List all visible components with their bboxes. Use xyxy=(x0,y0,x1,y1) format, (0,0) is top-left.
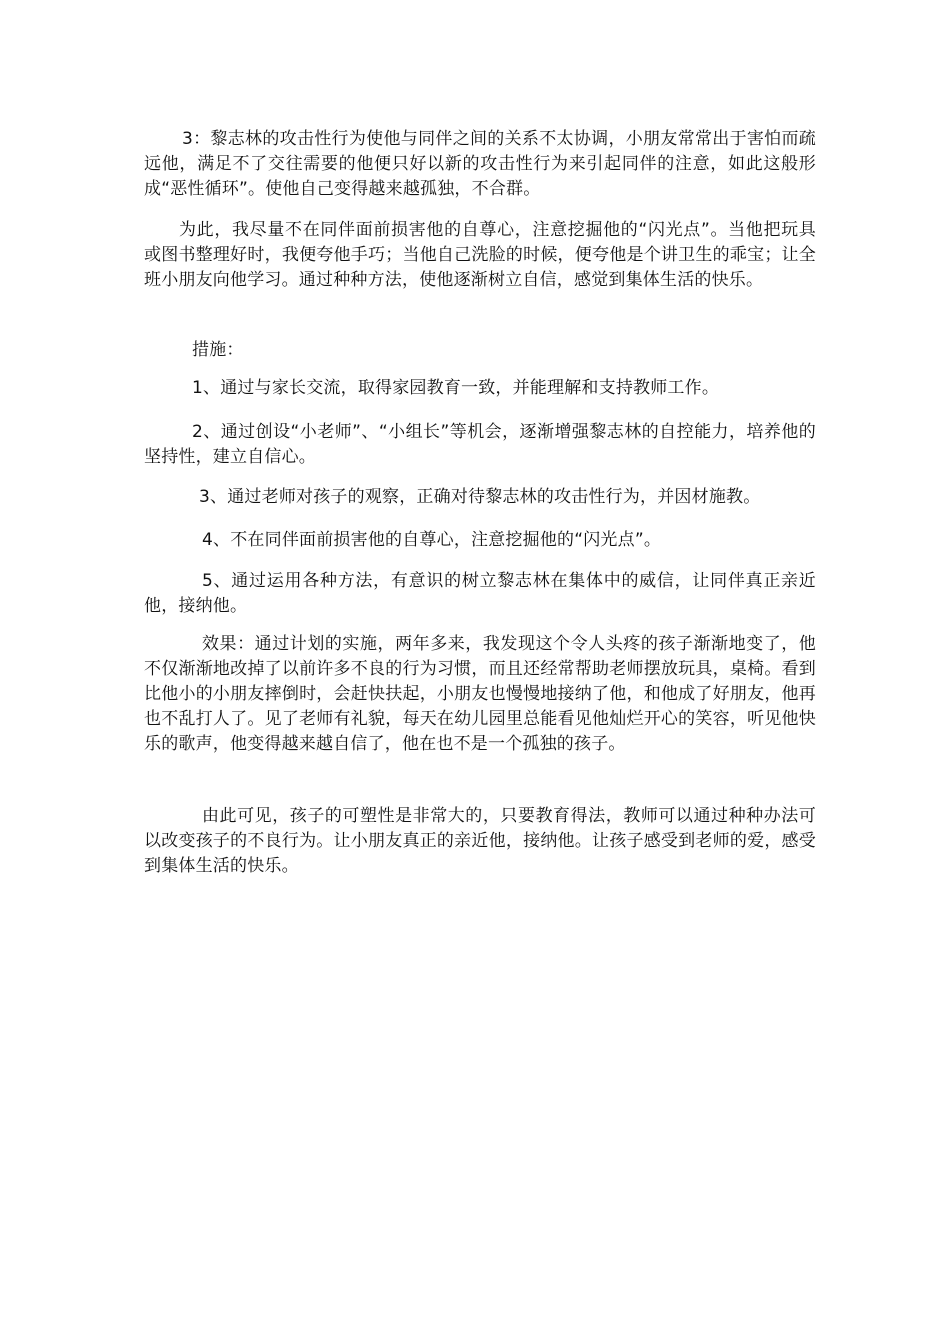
measure-item-2: 2、通过创设“小老师”、“小组长”等机会，逐渐增强黎志林的自控能力，培养他的坚持性，建立自信心。 xyxy=(144,422,816,467)
measures-heading: 措施： xyxy=(192,340,244,360)
results-paragraph: 效果：通过计划的实施，两年多来，我发现这个令人头疼的孩子渐渐地变了，他不仅渐渐地改掉了以前许多不良的行为习惯，而且还经常帮助老师摆放玩具，桌椅。看到比他小的小朋友摔倒时，会赶快扶起，小朋友也慢慢地接纳了他，和他成了好朋友，他再也不乱打人了。见了老师有礼貌，每天在幼儿园里总能看见他灿烂开心的笑容，听见他快乐的歌声，他变得越来越自信了，他在也不是一个孤独的孩子。 xyxy=(144,634,816,754)
measure-item-3: 3、通过老师对孩子的观察，正确对待黎志林的攻击性行为，并因材施教。 xyxy=(199,487,761,507)
measure-item-1: 1、通过与家长交流，取得家园教育一致，并能理解和支持教师工作。 xyxy=(192,378,720,398)
measure-item-5: 5、通过运用各种方法，有意识的树立黎志林在集体中的威信，让同伴真正亲近他，接纳他。 xyxy=(144,571,816,616)
conclusion-paragraph: 由此可见，孩子的可塑性是非常大的，只要教育得法，教师可以通过种种办法可以改变孩子的不良行为。让小朋友真正的亲近他，接纳他。让孩子感受到老师的爱，感受到集体生活的快乐。 xyxy=(144,806,816,876)
paragraph-self-esteem-strategy: 为此，我尽量不在同伴面前损害他的自尊心，注意挖掘他的“闪光点”。当他把玩具或图书整理好时，我便夸他手巧；当他自己洗脸的时候，便夸他是个讲卫生的乖宝；让全班小朋友向他学习。通过种种方法，使他逐渐树立自信，感觉到集体生活的快乐。 xyxy=(144,220,816,290)
measure-item-4: 4、不在同伴面前损害他的自尊心，注意挖掘他的“闪光点”。 xyxy=(202,530,662,550)
paragraph-isolation-cycle: 3：黎志林的攻击性行为使他与同伴之间的关系不太协调，小朋友常常出于害怕而疏远他，满足不了交往需要的他便只好以新的攻击性行为来引起同伴的注意，如此这般形成“恶性循环”。使他自己变得越来越孤独，不合群。 xyxy=(144,129,816,199)
